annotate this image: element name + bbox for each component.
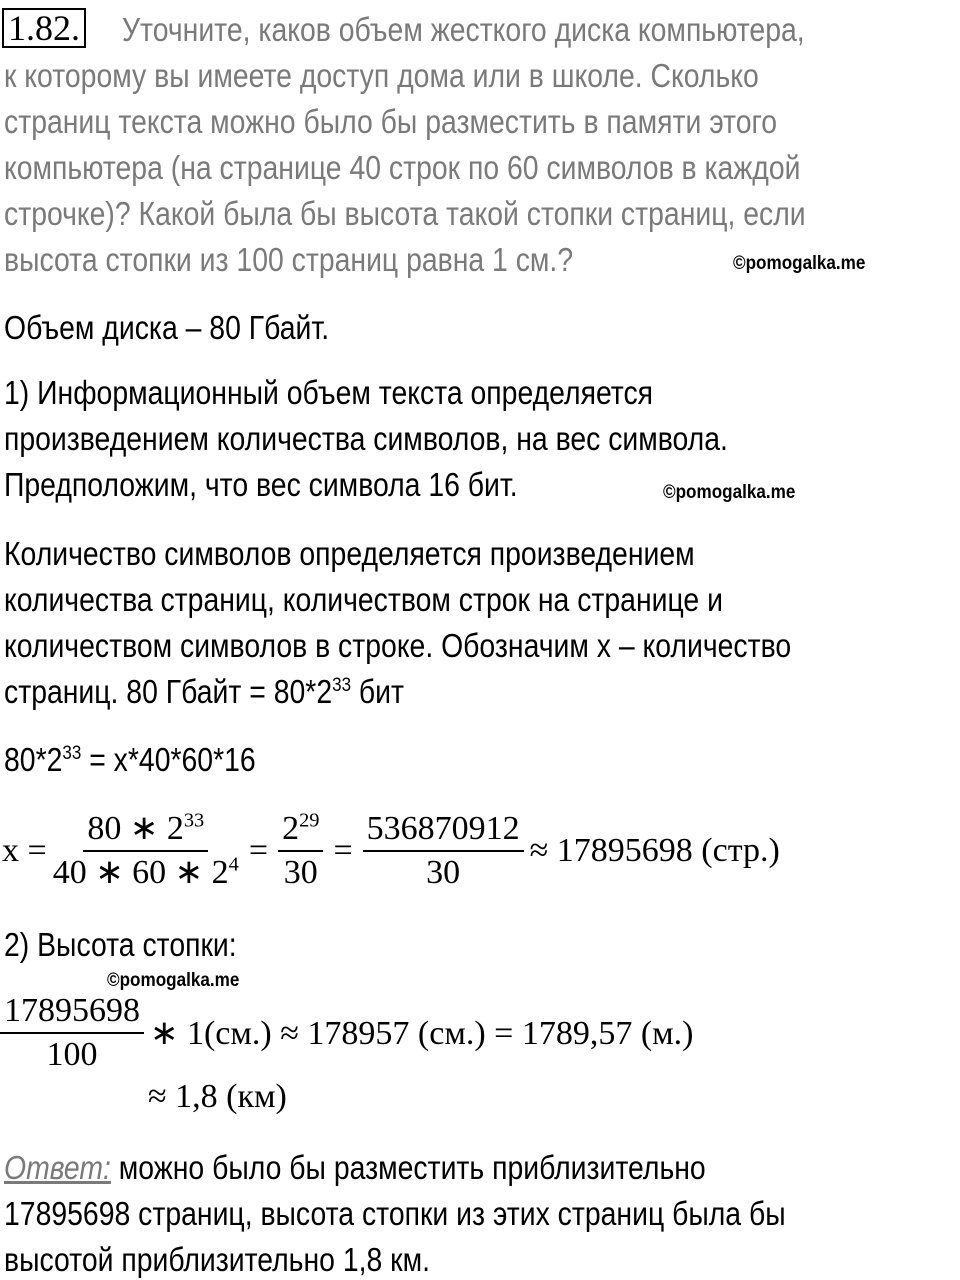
formula-height [0,990,694,1076]
text: страниц. 80 Гбайт = 80*2 [4,673,333,710]
result: ≈ 17895698 (стр.) [529,832,780,869]
step1b-line: Количество символов определяется произведением [4,535,695,572]
exponent: 33 [183,809,205,832]
equation [4,740,256,780]
answer-line: 17895698 страниц, высота стопки из этих страниц была бы [4,1195,786,1232]
problem-text-line: высота стопки из 100 страниц равна 1 см.? [4,241,574,278]
result: ∗ 1(см.) ≈ 178957 (см.) = 1789,57 (м.) [150,1015,694,1052]
formula-km: ≈ 1,8 (км) [148,1078,287,1115]
fraction [53,808,239,894]
exponent: 4 [228,853,239,876]
text: 80*2 [4,741,63,778]
fraction [278,808,323,894]
problem-number: 1.82. [2,8,86,48]
disk-size: Объем диска – 80 Гбайт. [4,309,330,346]
numerator: 17895698 [0,990,144,1034]
answer-label: Ответ: [4,1149,111,1186]
step1-line: 1) Информационный объем текста определяется [4,374,654,411]
denominator: 30 [283,854,318,891]
exponent: 33 [62,742,82,764]
watermark: ©pomogalka.me [107,970,240,991]
denominator: 40 ∗ 60 ∗ 2 [52,854,229,891]
text: = x*40*60*16 [81,741,256,778]
denominator: 100 [46,1036,98,1073]
numerator: 80 ∗ 2 [87,810,184,847]
step1b-line: количеством символов в строке. Обозначим x – количество [4,627,792,664]
problem-text-line: строчке)? Какой была бы высота такой стопки страниц, если [4,195,806,232]
equals: = [333,832,353,869]
text: бит [351,673,405,710]
problem-text-line: к которому вы имеете доступ дома или в школе. Сколько [4,57,759,94]
step2-heading: 2) Высота стопки: [4,926,237,963]
step1-line: Предположим, что вес символа 16 бит. [4,466,518,503]
watermark: ©pomogalka.me [663,482,796,503]
conversion-line [4,672,404,712]
answer-line [4,1148,706,1188]
numerator: 536870912 [363,808,524,852]
numerator: 2 [282,810,300,847]
fraction [0,990,144,1076]
denominator: 30 [426,854,461,891]
watermark: ©pomogalka.me [733,253,866,274]
text: можно было бы разместить приблизительно [110,1149,706,1186]
answer-line: высотой приблизительно 1,8 км. [4,1241,430,1278]
step1-line: произведением количества символов, на вес символа. [4,420,728,457]
exponent: 29 [299,809,320,832]
problem-text-line: компьютера (на странице 40 строк по 60 символов в каждой [4,149,801,186]
fraction [363,808,524,894]
step1b-line: количества страниц, количеством строк на странице и [4,581,723,618]
problem-text-line: Уточните, каков объем жесткого диска компьютера, [122,11,805,48]
formula-pages [2,808,780,894]
equals: = [248,832,269,869]
problem-text-line: страниц текста можно было бы разместить в памяти этого [4,103,778,140]
formula-x: x = [2,832,47,869]
exponent: 33 [332,674,352,696]
